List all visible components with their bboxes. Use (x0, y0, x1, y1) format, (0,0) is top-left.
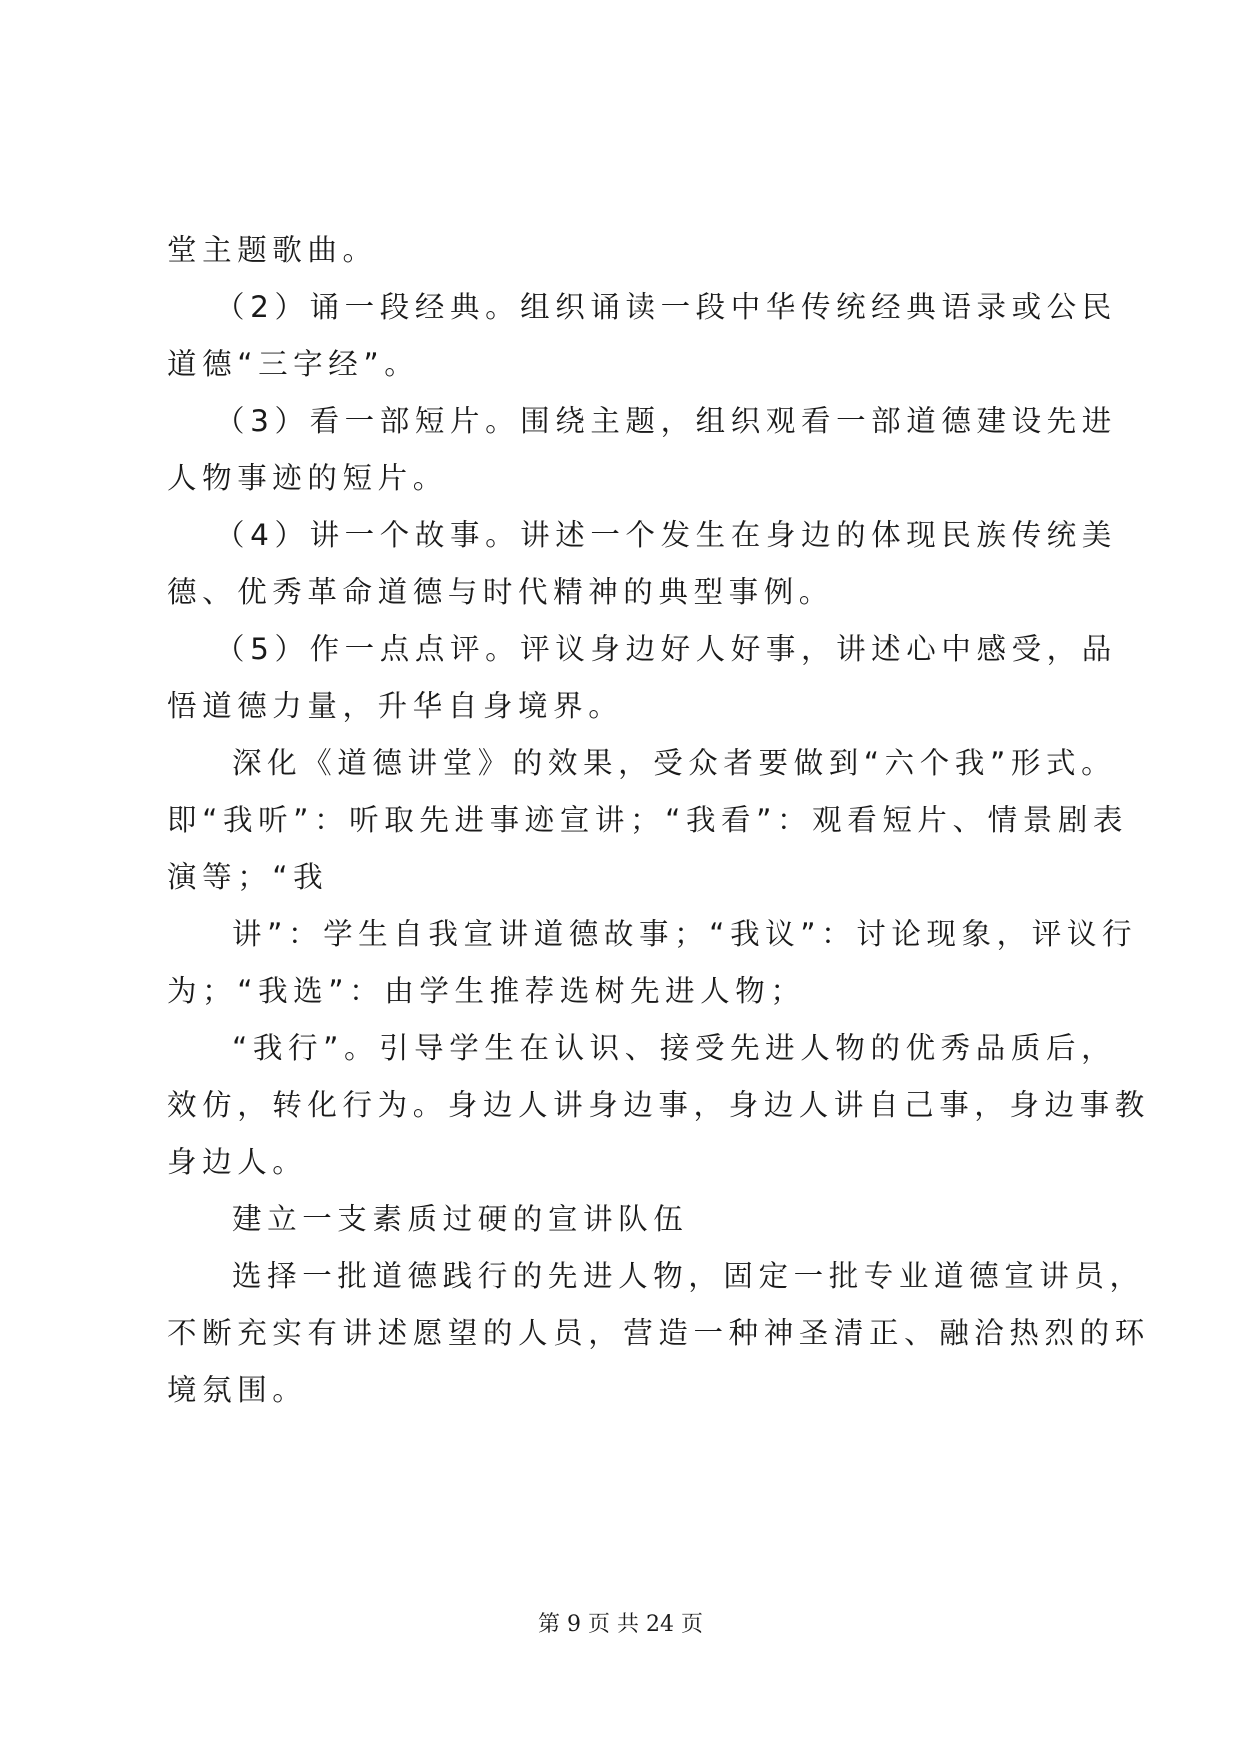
text-line: 人物事迹的短片。 (167, 461, 448, 495)
text-line: 堂主题歌曲。 (167, 233, 378, 267)
text-line: 深化《道德讲堂》的效果，受众者要做到“六个我”形式。 (232, 746, 1117, 780)
text-line: 演等；“我 (167, 860, 329, 894)
text-line: 道德“三字经”。 (167, 347, 420, 381)
section-heading: 建立一支素质过硬的宣讲队伍 (232, 1202, 689, 1236)
text-line: 不断充实有讲述愿望的人员，营造一种神圣清正、融洽热烈的环 (167, 1316, 1150, 1350)
text-line: （3）看一部短片。围绕主题，组织观看一部道德建设先进 (215, 404, 1117, 438)
text-line: （2）诵一段经典。组织诵读一段中华传统经典语录或公民 (215, 290, 1117, 324)
text-line: （5）作一点点评。评议身边好人好事，讲述心中感受，品 (215, 632, 1117, 666)
text-line: 德、优秀革命道德与时代精神的典型事例。 (167, 575, 834, 609)
text-line: 悟道德力量，升华自身境界。 (167, 689, 624, 723)
text-line: （4）讲一个故事。讲述一个发生在身边的体现民族传统美 (215, 518, 1117, 552)
text-line: 境氛围。 (167, 1373, 308, 1407)
text-line: 为；“我选”：由学生推荐选树先进人物； (167, 974, 806, 1008)
page-footer: 第 9 页 共 24 页 (538, 1612, 703, 1637)
text-line: 即“我听”：听取先进事迹宣讲；“我看”：观看短片、情景剧表 (167, 803, 1129, 837)
text-line: 身边人。 (167, 1145, 308, 1179)
text-line: 讲”：学生自我宣讲道德故事；“我议”：讨论现象，评议行 (232, 917, 1138, 951)
text-line: 选择一批道德践行的先进人物，固定一批专业道德宣讲员， (232, 1259, 1145, 1293)
text-line: “我行”。引导学生在认识、接受先进人物的优秀品质后， (232, 1031, 1117, 1065)
text-line: 效仿，转化行为。身边人讲身边事，身边人讲自己事，身边事教 (167, 1088, 1150, 1122)
